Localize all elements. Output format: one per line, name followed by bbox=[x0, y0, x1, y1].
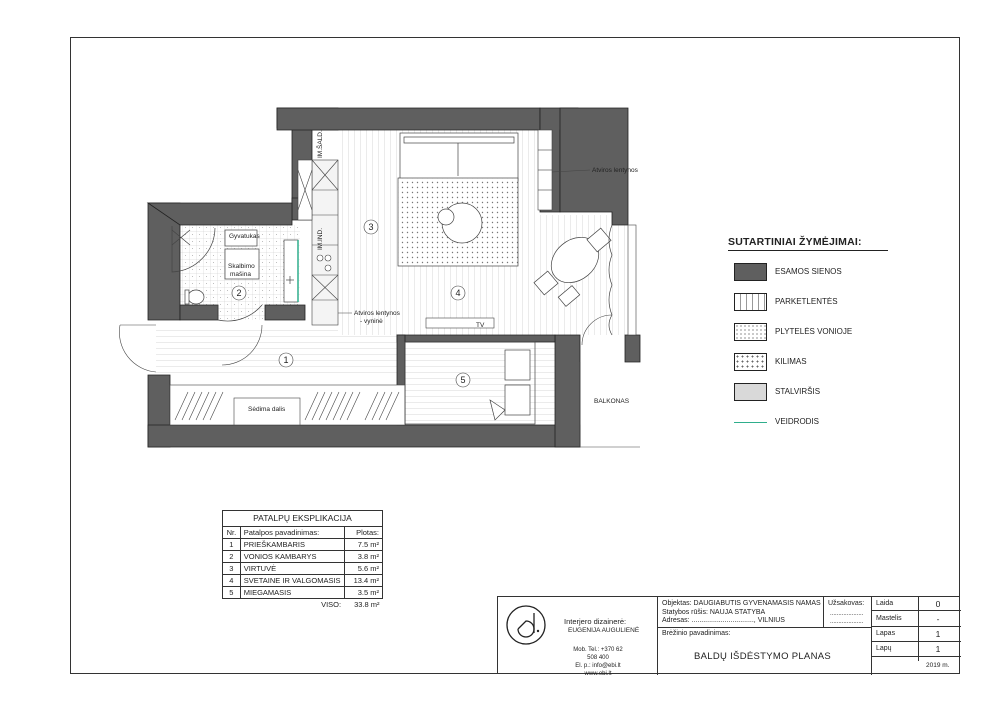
parquet-swatch bbox=[734, 293, 767, 311]
row-name: SVETAINE IR VALGOMASIS bbox=[240, 575, 344, 587]
divider bbox=[871, 641, 961, 642]
room-number-1: 1 bbox=[283, 355, 289, 365]
row-area: 7.5 m² bbox=[344, 539, 382, 551]
row-name: MIEGAMASIS bbox=[240, 587, 344, 599]
designer-name: EUGENIJA AUGULIENĖ bbox=[568, 627, 640, 634]
row-name: PRIEŠKAMBARIS bbox=[240, 539, 344, 551]
revision-value: 0 bbox=[935, 599, 941, 609]
wine-shelves-label-1: Atviros lentynos bbox=[354, 310, 400, 317]
scale-value: - bbox=[936, 614, 940, 624]
wine-shelves-label-2: - vyninė bbox=[360, 318, 383, 325]
row-nr: 5 bbox=[223, 587, 241, 599]
divider bbox=[871, 597, 872, 675]
table-row bbox=[223, 587, 383, 599]
wardrobe bbox=[170, 385, 405, 425]
drawing-name-label: Brėžinio pavadinimas: bbox=[662, 630, 731, 637]
legend-label: KILIMAS bbox=[775, 357, 807, 366]
walls-swatch bbox=[734, 263, 767, 281]
table-header bbox=[223, 527, 383, 539]
table-row bbox=[223, 575, 383, 587]
sofa bbox=[400, 133, 518, 181]
divider bbox=[871, 626, 961, 627]
room-number-4: 4 bbox=[455, 288, 461, 298]
carpet-swatch bbox=[734, 353, 767, 371]
sheets-label: Lapų bbox=[876, 645, 892, 652]
drawing-name: BALDŲ IŠDĖSTYMO PLANAS bbox=[694, 651, 831, 662]
row-name: VONIOS KAMBARYS bbox=[240, 551, 344, 563]
table-row bbox=[223, 563, 383, 575]
revision-label: Laida bbox=[876, 600, 894, 607]
year: 2019 m. bbox=[926, 662, 950, 669]
designer-cell bbox=[498, 597, 658, 675]
legend-item-mirror bbox=[728, 413, 888, 443]
total-label: VISO: bbox=[321, 600, 342, 609]
total-area: 33.8 m² bbox=[354, 600, 380, 609]
boiler-label: Gyvatukas bbox=[229, 233, 260, 240]
window bbox=[628, 225, 636, 335]
scale-label: Mastelis bbox=[876, 615, 902, 622]
open-shelves bbox=[538, 130, 552, 210]
contact-info bbox=[568, 646, 628, 678]
open-shelves-label: Atviros lentynos bbox=[592, 167, 638, 174]
header-area: Plotas: bbox=[344, 527, 382, 539]
washing-machine-label-1: Skalbimo bbox=[228, 263, 255, 270]
explication-title: PATALPŲ EKSPLIKACIJA bbox=[222, 510, 383, 526]
client-label: Užsakovas: bbox=[828, 600, 865, 607]
header-name: Patalpos pavadinimas: bbox=[240, 527, 344, 539]
bedroom-floor bbox=[405, 340, 555, 425]
table-total-row bbox=[223, 599, 383, 611]
divider bbox=[871, 656, 961, 657]
contact-phone: Mob. Tel.: +370 62 508 400 bbox=[573, 647, 623, 661]
room-number-2: 2 bbox=[236, 288, 242, 298]
contact-email: El. p.: info@ebi.lt bbox=[575, 663, 621, 669]
legend-label: STALVIRŠIS bbox=[775, 387, 821, 396]
client-dots-2: .................... bbox=[830, 619, 864, 625]
project-type: Statybos rūšis: NAUJA STATYBA bbox=[662, 608, 766, 616]
divider bbox=[658, 627, 871, 628]
contact-web: www.ebi.lt bbox=[584, 671, 612, 677]
explication-table bbox=[222, 510, 383, 610]
table-row bbox=[223, 539, 383, 551]
divider bbox=[918, 597, 919, 661]
legend-label: ESAMOS SIENOS bbox=[775, 267, 842, 276]
row-area: 3.5 m² bbox=[344, 587, 382, 599]
washing-machine-label-2: mašina bbox=[230, 271, 251, 278]
row-area: 3.8 m² bbox=[344, 551, 382, 563]
legend-title: SUTARTINIAI ŽYMĖJIMAI: bbox=[728, 236, 888, 251]
project-address: Adresas: ................................, VILNIUS bbox=[662, 617, 785, 624]
ebi-logo-icon bbox=[504, 603, 548, 647]
sheet-label: Lapas bbox=[876, 630, 896, 637]
row-nr: 1 bbox=[223, 539, 241, 551]
designer-title: Interjero dizainerė: bbox=[564, 617, 627, 626]
legend-label: PARKETLENTĖS bbox=[775, 297, 838, 306]
row-nr: 2 bbox=[223, 551, 241, 563]
balcony-label: BALKONAS bbox=[594, 398, 630, 405]
tiles-swatch bbox=[734, 323, 767, 341]
seating-label: Sėdima dalis bbox=[248, 406, 286, 413]
row-name: VIRTUVĖ bbox=[240, 563, 344, 575]
project-object: Objektas: DAUGIABUTIS GYVENAMASIS NAMAS bbox=[662, 600, 821, 607]
countertop-swatch bbox=[734, 383, 767, 401]
legend-item-counter bbox=[728, 383, 888, 413]
mirror-swatch bbox=[734, 422, 767, 423]
header-nr: Nr. bbox=[223, 527, 241, 539]
divider bbox=[871, 610, 961, 611]
table-row bbox=[223, 551, 383, 563]
client-dots-1: .................... bbox=[830, 611, 864, 617]
legend-item-carpet bbox=[728, 353, 888, 383]
row-nr: 4 bbox=[223, 575, 241, 587]
sheets-value: 1 bbox=[935, 644, 941, 654]
legend-label: VEIDRODIS bbox=[775, 417, 820, 426]
legend-label: PLYTELĖS VONIOJE bbox=[775, 327, 853, 336]
row-area: 5.6 m² bbox=[344, 563, 382, 575]
legend-item-tiles bbox=[728, 323, 888, 353]
legend-item-parquet bbox=[728, 293, 888, 323]
title-block bbox=[497, 596, 960, 677]
fridge-label: IM.ŠALD. bbox=[317, 130, 324, 158]
room-number-5: 5 bbox=[460, 375, 466, 385]
dishwasher-label: IM.IND. bbox=[317, 227, 324, 250]
room-number-3: 3 bbox=[368, 222, 374, 232]
project-info bbox=[662, 600, 821, 626]
row-nr: 3 bbox=[223, 563, 241, 575]
sheet-value: 1 bbox=[935, 629, 941, 639]
legend bbox=[728, 236, 888, 443]
row-area: 13.4 m² bbox=[344, 575, 382, 587]
divider bbox=[823, 597, 824, 627]
legend-item-walls bbox=[728, 263, 888, 293]
tv-label: TV bbox=[476, 322, 485, 329]
